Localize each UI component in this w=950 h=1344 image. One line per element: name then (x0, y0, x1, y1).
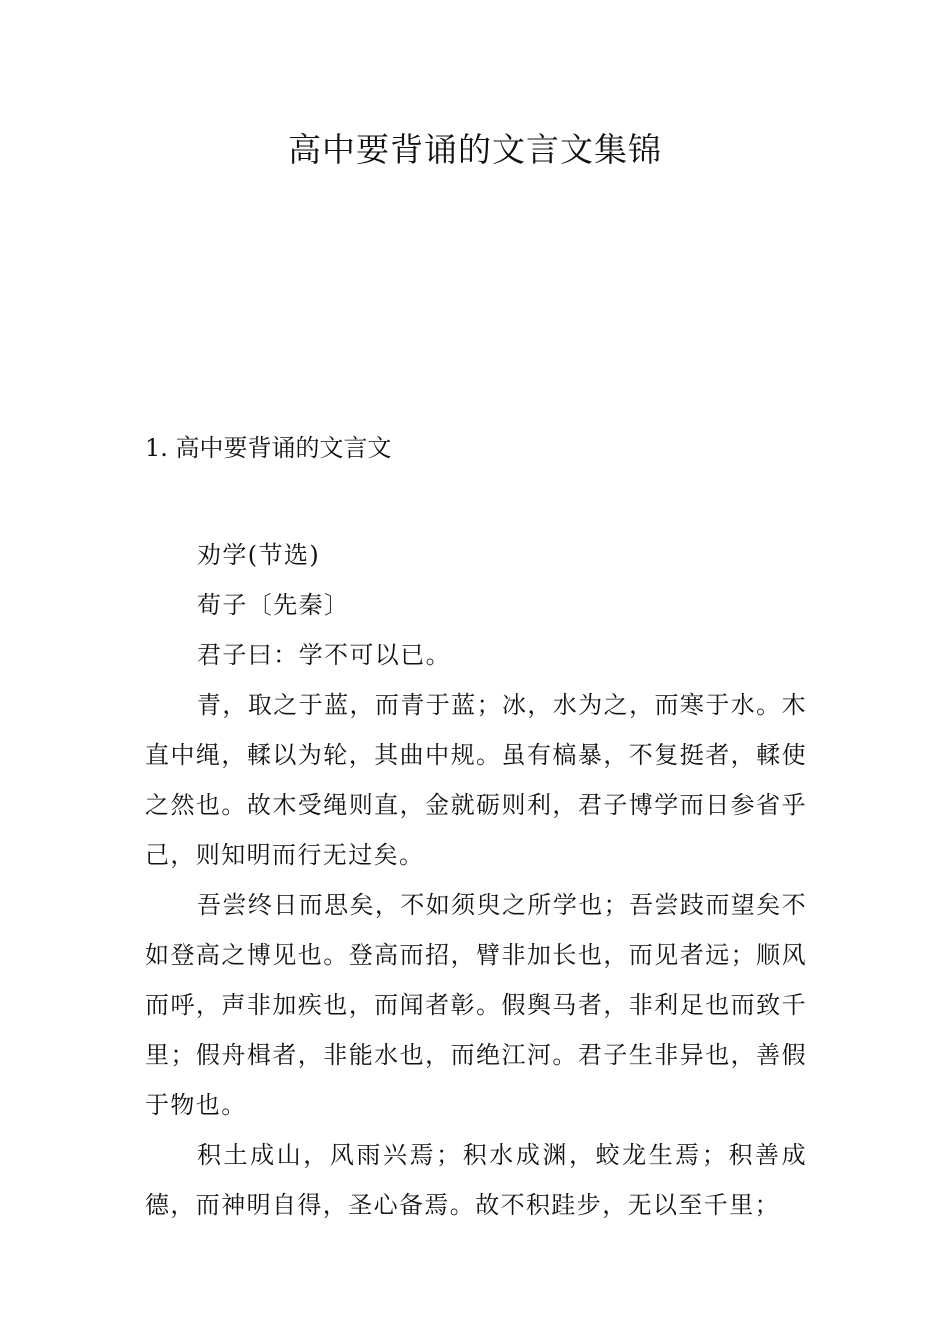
paragraph: 吾尝终日而思矣，不如须臾之所学也；吾尝跂而望矣不如登高之博见也。登高而招，臂非加长也，而见者远；顺风而呼，声非加疾也，而闻者彰。假舆马者，非利足也而致千里；假舟楫者，非能水也，而绝江河。君子生非异也，善假于物也。 (145, 891, 807, 1119)
document-title: 高中要背诵的文言文集锦 (288, 130, 662, 169)
section-heading: 1. 高中要背诵的文言文 (145, 434, 392, 462)
paragraph: 青，取之于蓝，而青于蓝；冰，水为之，而寒于水。木直中绳，輮以为轮，其曲中规。虽有槁暴，不复挺者，輮使之然也。故木受绳则直，金就砺则利，君子博学而日参省乎己，则知明而行无过矣。 (145, 691, 807, 869)
paragraph: 积土成山，风雨兴焉；积水成渊，蛟龙生焉；积善成德，而神明自得，圣心备焉。故不积跬步，无以至千里； (145, 1141, 807, 1219)
essay-title: 劝学(节选) (197, 541, 321, 569)
paragraph: 君子曰：学不可以已。 (197, 641, 451, 669)
essay-author: 荀子〔先秦〕 (197, 591, 350, 619)
body-text (145, 530, 807, 1230)
